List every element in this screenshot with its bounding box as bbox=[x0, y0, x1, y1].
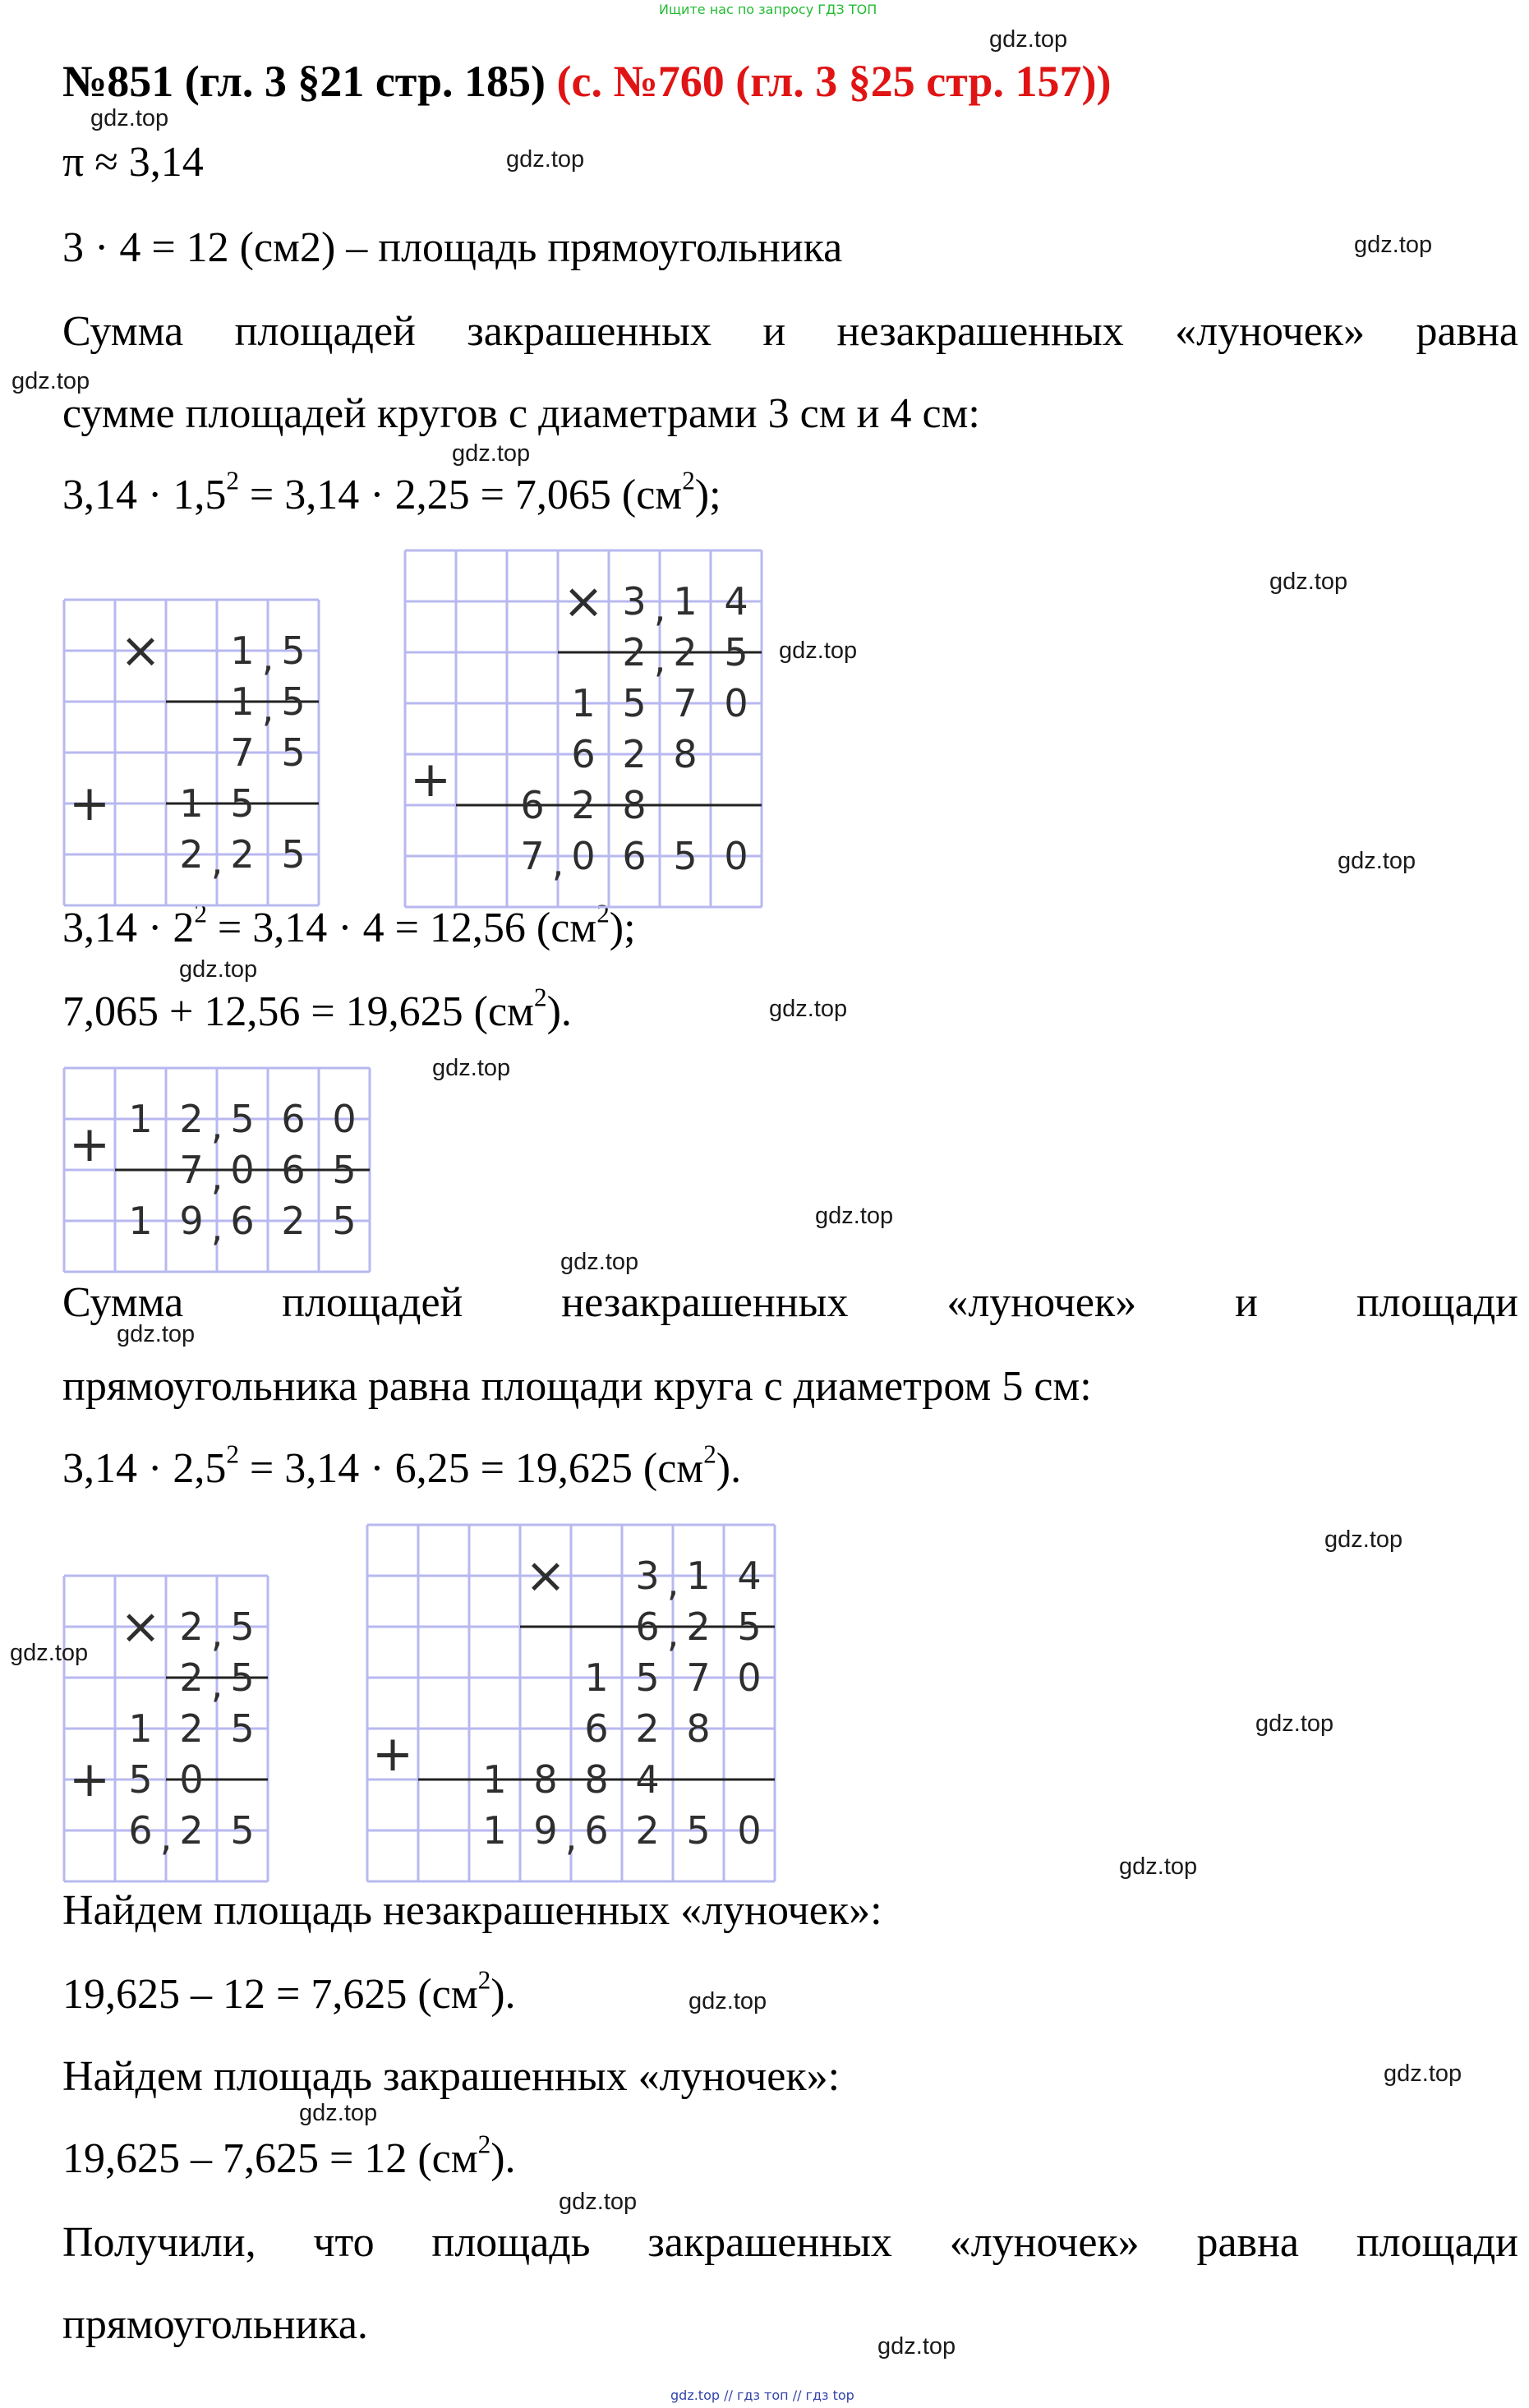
digit: 1 bbox=[128, 1706, 153, 1751]
times-sign: × bbox=[119, 622, 162, 679]
digit: 5 bbox=[332, 1199, 357, 1243]
digit: 5 bbox=[622, 681, 647, 725]
word: незакрашенных bbox=[561, 1279, 849, 1326]
decimal-comma: , bbox=[159, 1815, 173, 1859]
digit: 5 bbox=[230, 1808, 255, 1853]
digit: 0 bbox=[724, 681, 748, 725]
decimal-comma: , bbox=[210, 1205, 223, 1250]
digit: 6 bbox=[520, 783, 545, 827]
word: закрашенных bbox=[647, 2219, 892, 2266]
digit: 7 bbox=[520, 834, 545, 878]
watermark[interactable]: gdz.top bbox=[769, 996, 848, 1022]
pi-line: π ≈ 3,14 bbox=[62, 139, 204, 186]
digit: 5 bbox=[128, 1757, 153, 1802]
digit: 6 bbox=[128, 1808, 153, 1853]
digit: 2 bbox=[179, 1097, 204, 1141]
digit: 2 bbox=[571, 783, 596, 827]
digit: 5 bbox=[281, 730, 306, 775]
watermark[interactable]: gdz.top bbox=[989, 26, 1068, 53]
decimal-comma: , bbox=[564, 1815, 578, 1859]
decimal-comma: , bbox=[551, 840, 564, 885]
watermark[interactable]: gdz.top bbox=[1354, 232, 1433, 258]
digit: 9 bbox=[179, 1199, 204, 1243]
column-calc-3-14-times-2-25 bbox=[405, 550, 762, 907]
paragraph-2-line-2: прямоугольника равна площади круга с диаметром 5 см: bbox=[62, 1363, 1092, 1410]
digit: 1 bbox=[128, 1097, 153, 1141]
digit: 2 bbox=[281, 1199, 306, 1243]
paragraph-5-line-1 bbox=[62, 2219, 1518, 2266]
footer-links[interactable]: gdz.top // гдз топ // гдз top bbox=[670, 2387, 854, 2403]
watermark[interactable]: gdz.top bbox=[1384, 2060, 1462, 2087]
digit: 5 bbox=[230, 1706, 255, 1751]
title-alt: (с. №760 (гл. 3 §25 стр. 157)) bbox=[556, 57, 1112, 106]
word: площадей bbox=[234, 308, 416, 355]
digit: 6 bbox=[584, 1706, 609, 1751]
digit: 1 bbox=[179, 781, 204, 826]
digit: 5 bbox=[724, 630, 748, 675]
digit: 1 bbox=[128, 1199, 153, 1243]
digit: 2 bbox=[622, 630, 647, 675]
digit: 7 bbox=[230, 730, 255, 775]
paragraph-3: Найдем площадь незакрашенных «луночек»: bbox=[62, 1887, 882, 1934]
digit: 1 bbox=[673, 579, 698, 624]
word: равна bbox=[1416, 308, 1518, 355]
watermark[interactable]: gdz.top bbox=[1324, 1526, 1403, 1553]
digit: 6 bbox=[281, 1097, 306, 1141]
digit: 2 bbox=[179, 1655, 204, 1700]
paragraph-2-line-1 bbox=[62, 1279, 1518, 1326]
watermark[interactable]: gdz.top bbox=[815, 1203, 894, 1229]
word: «луночек» bbox=[1175, 308, 1366, 355]
digit: 2 bbox=[635, 1808, 660, 1853]
digit: 0 bbox=[724, 834, 748, 878]
word: и bbox=[1235, 1279, 1258, 1326]
watermark[interactable]: gdz.top bbox=[1269, 569, 1348, 595]
equation-2: $3,14 \cdot 2^2 = 3,14 \cdot 4 = 12,56$ $(см^2)$; bbox=[62, 899, 636, 951]
column-calc-2-5-times-2-5 bbox=[64, 1576, 268, 1881]
digit: 4 bbox=[724, 579, 748, 624]
watermark[interactable]: gdz.top bbox=[10, 1640, 89, 1666]
digit: 5 bbox=[281, 628, 306, 673]
watermark[interactable]: gdz.top bbox=[179, 956, 258, 983]
decimal-comma: , bbox=[210, 839, 223, 883]
column-calc-addition-19-625 bbox=[64, 1068, 370, 1272]
digit: 6 bbox=[622, 834, 647, 878]
times-sign: × bbox=[524, 1547, 567, 1605]
digit: 6 bbox=[571, 732, 596, 776]
equation-1: $3,14 \cdot 1,5^2 = 3,14 \cdot 2,25 = 7,065$ $(см^2)$; bbox=[62, 466, 721, 518]
top-banner[interactable]: Ищите нас по запросу ГДЗ ТОП bbox=[659, 2, 877, 17]
digit: 0 bbox=[737, 1808, 762, 1853]
digit: 5 bbox=[230, 1097, 255, 1141]
word: площадь bbox=[431, 2219, 591, 2266]
watermark[interactable]: gdz.top bbox=[559, 2189, 638, 2215]
digit: 1 bbox=[230, 628, 255, 673]
digit: 1 bbox=[571, 681, 596, 725]
digit: 2 bbox=[230, 832, 255, 877]
word: Сумма bbox=[62, 1279, 184, 1326]
paragraph-5-line-2: прямоугольника. bbox=[62, 2301, 368, 2348]
digit: 5 bbox=[230, 1605, 255, 1649]
digit: 8 bbox=[686, 1706, 711, 1751]
title-main: №851 (гл. 3 §21 стр. 185) bbox=[62, 57, 546, 106]
digit: 2 bbox=[179, 832, 204, 877]
digit: 6 bbox=[584, 1808, 609, 1853]
word: закрашенных bbox=[467, 308, 712, 355]
digit: 5 bbox=[230, 781, 255, 826]
digit: 7 bbox=[686, 1655, 711, 1700]
equation-5: 19,625 – 12 = 7,625 $(см^2)$. bbox=[62, 1965, 516, 2018]
watermark[interactable]: gdz.top bbox=[1255, 1710, 1334, 1737]
word: и bbox=[762, 308, 786, 355]
digit: 2 bbox=[673, 630, 698, 675]
digit: 4 bbox=[737, 1554, 762, 1598]
digit: 5 bbox=[635, 1655, 660, 1700]
equation-3: 7,065 + 12,56 = 19,625 $(см^2)$. bbox=[62, 983, 572, 1035]
digit: 8 bbox=[533, 1757, 558, 1802]
watermark[interactable]: gdz.top bbox=[299, 2100, 378, 2126]
word: «луночек» bbox=[949, 2219, 1140, 2266]
word: равна bbox=[1196, 2219, 1300, 2266]
digit: 8 bbox=[673, 732, 698, 776]
digit: 1 bbox=[584, 1655, 609, 1700]
digit: 3 bbox=[635, 1554, 660, 1598]
decimal-comma: , bbox=[210, 1662, 223, 1706]
digit: 1 bbox=[686, 1554, 711, 1598]
plus-sign: + bbox=[68, 775, 111, 832]
digit: 1 bbox=[482, 1808, 507, 1853]
digit: 2 bbox=[686, 1605, 711, 1649]
digit: 2 bbox=[622, 732, 647, 776]
digit: 0 bbox=[571, 834, 596, 878]
digit: 0 bbox=[332, 1097, 357, 1141]
times-sign: × bbox=[119, 1598, 162, 1655]
digit: 0 bbox=[179, 1757, 204, 1802]
digit: 0 bbox=[230, 1148, 255, 1192]
decimal-comma: , bbox=[666, 1611, 679, 1655]
watermark[interactable]: gdz.top bbox=[506, 146, 585, 173]
digit: 7 bbox=[673, 681, 698, 725]
decimal-comma: , bbox=[653, 586, 666, 630]
digit: 9 bbox=[533, 1808, 558, 1853]
plus-sign: + bbox=[68, 1116, 111, 1173]
watermark[interactable]: gdz.top bbox=[1338, 848, 1416, 874]
word: незакрашенных bbox=[836, 308, 1124, 355]
digit: 2 bbox=[179, 1605, 204, 1649]
word: площади bbox=[1356, 1279, 1518, 1326]
digit: 5 bbox=[737, 1605, 762, 1649]
digit: 5 bbox=[686, 1808, 711, 1853]
column-calc-3-14-times-6-25 bbox=[367, 1525, 775, 1881]
word: «луночек» bbox=[946, 1279, 1137, 1326]
decimal-comma: , bbox=[666, 1560, 679, 1605]
times-sign: × bbox=[562, 573, 605, 630]
word: Сумма bbox=[62, 308, 184, 355]
watermark[interactable]: gdz.top bbox=[432, 1055, 511, 1081]
word: Получили, bbox=[62, 2219, 256, 2266]
column-calc-1-5-times-1-5 bbox=[64, 600, 319, 905]
watermark[interactable]: gdz.top bbox=[1119, 1853, 1198, 1880]
digit: 0 bbox=[737, 1655, 762, 1700]
digit: 8 bbox=[584, 1757, 609, 1802]
word: площади bbox=[1356, 2219, 1518, 2266]
watermark[interactable]: gdz.top bbox=[90, 105, 169, 131]
plus-sign: + bbox=[371, 1725, 414, 1783]
digit: 2 bbox=[635, 1706, 660, 1751]
decimal-comma: , bbox=[210, 1611, 223, 1655]
watermark[interactable]: gdz.top bbox=[877, 2333, 956, 2360]
digit: 3 bbox=[622, 579, 647, 624]
rect-area-line: 3 · 4 = 12 (см2) – площадь прямоугольника bbox=[62, 224, 843, 271]
digit: 6 bbox=[635, 1605, 660, 1649]
digit: 5 bbox=[332, 1148, 357, 1192]
digit: 8 bbox=[622, 783, 647, 827]
watermark[interactable]: gdz.top bbox=[12, 368, 90, 394]
watermark[interactable]: gdz.top bbox=[560, 1249, 639, 1275]
digit: 5 bbox=[673, 834, 698, 878]
digit: 2 bbox=[179, 1808, 204, 1853]
decimal-comma: , bbox=[210, 1154, 223, 1199]
digit: 4 bbox=[635, 1757, 660, 1802]
watermark[interactable]: gdz.top bbox=[779, 638, 858, 664]
digit: 5 bbox=[281, 679, 306, 724]
paragraph-1-line-1 bbox=[62, 308, 1518, 355]
paragraph-4: Найдем площадь закрашенных «луночек»: bbox=[62, 2053, 840, 2100]
equation-6: 19,625 – 7,625 = 12 $(см^2)$. bbox=[62, 2129, 516, 2182]
watermark[interactable]: gdz.top bbox=[117, 1321, 196, 1347]
page-title bbox=[62, 59, 1111, 104]
digit: 1 bbox=[230, 679, 255, 724]
decimal-comma: , bbox=[261, 635, 274, 679]
digit: 7 bbox=[179, 1148, 204, 1192]
plus-sign: + bbox=[409, 751, 452, 808]
digit: 2 bbox=[179, 1706, 204, 1751]
digit: 1 bbox=[482, 1757, 507, 1802]
digit: 6 bbox=[230, 1199, 255, 1243]
plus-sign: + bbox=[68, 1751, 111, 1808]
watermark[interactable]: gdz.top bbox=[452, 440, 531, 467]
word: площадей bbox=[282, 1279, 463, 1326]
digit: 5 bbox=[230, 1655, 255, 1700]
digit: 6 bbox=[281, 1148, 306, 1192]
equation-4: $3,14 \cdot 2,5^2 = 3,14 \cdot 6,25 = 19,625$ $(см^2)$. bbox=[62, 1439, 742, 1492]
digit: 5 bbox=[281, 832, 306, 877]
paragraph-1-line-2: сумме площадей кругов с диаметрами 3 см и 4 см: bbox=[62, 390, 980, 437]
watermark[interactable]: gdz.top bbox=[689, 1988, 767, 2014]
decimal-comma: , bbox=[261, 686, 274, 730]
decimal-comma: , bbox=[653, 637, 666, 681]
decimal-comma: , bbox=[210, 1103, 223, 1148]
word: что bbox=[313, 2219, 375, 2266]
